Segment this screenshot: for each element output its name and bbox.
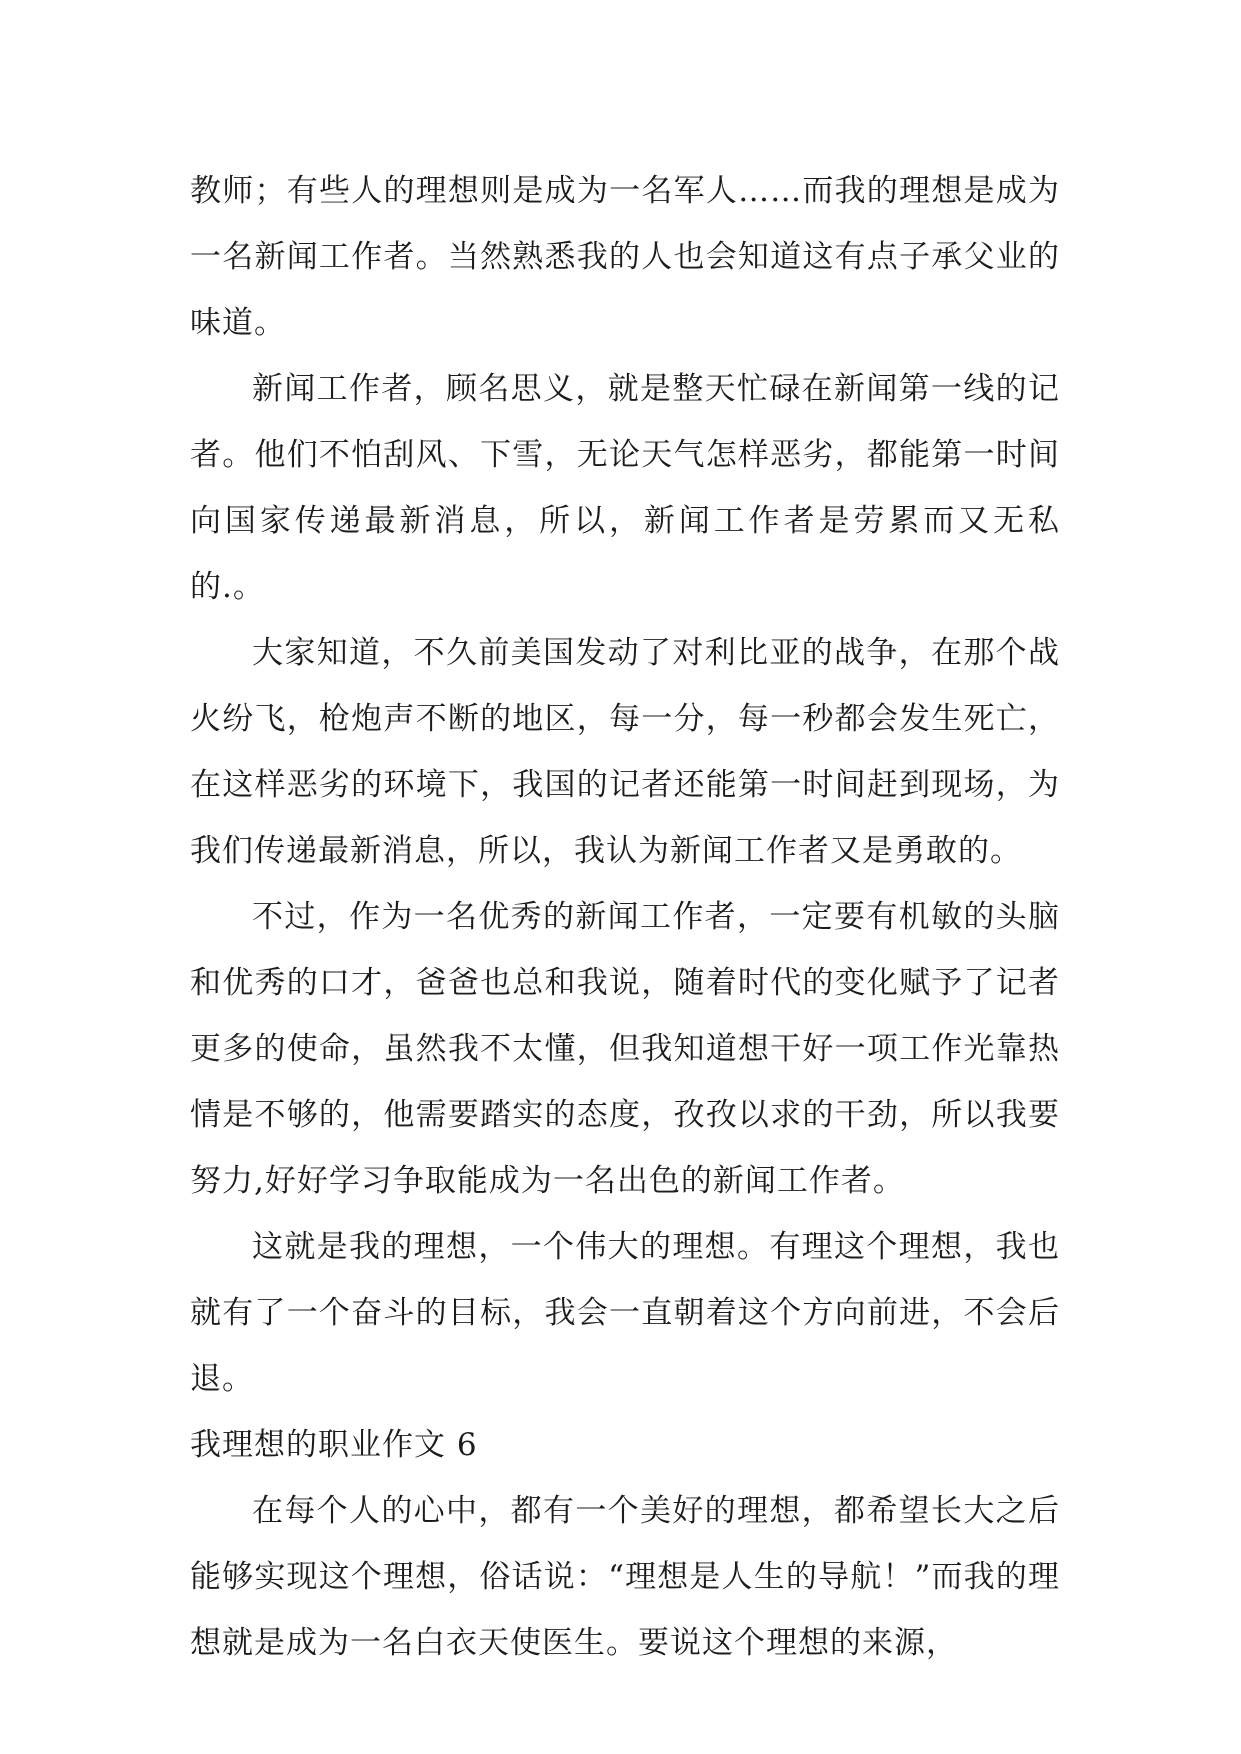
document-body [190, 158, 1060, 1676]
paragraph-conclusion: 这就是我的理想，一个伟大的理想。有理这个理想，我也就有了一个奋斗的目标，我会一直朝着这个方向前进，不会后退。 [190, 1229, 1060, 1397]
paragraph-journalist-definition: 新闻工作者，顾名思义，就是整天忙碌在新闻第一线的记者。他们不怕刮风、下雪，无论天气怎样恶劣，都能第一时间向国家传递最新消息，所以，新闻工作者是劳累而又无私的.。 [190, 371, 1060, 605]
paragraph-qualities: 不过，作为一名优秀的新闻工作者，一定要有机敏的头脑和优秀的口才，爸爸也总和我说，随着时代的变化赋予了记者更多的使命，虽然我不太懂，但我知道想干好一项工作光靠热情是不够的，他需要踏实的态度，孜孜以求的干劲，所以我要努力,好好学习争取能成为一名出色的新闻工作者。 [190, 899, 1060, 1199]
paragraph-doctor-ideal: 在每个人的心中，都有一个美好的理想，都希望长大之后能够实现这个理想，俗话说：“理想是人生的导航！”而我的理想就是成为一名白衣天使医生。要说这个理想的来源， [190, 1493, 1060, 1661]
paragraph-war-reporting: 大家知道，不久前美国发动了对利比亚的战争，在那个战火纷飞，枪炮声不断的地区，每一分，每一秒都会发生死亡，在这样恶劣的环境下，我国的记者还能第一时间赶到现场，为我们传递最新消息，所以，我认为新闻工作者又是勇敢的。 [190, 635, 1060, 869]
section-heading: 我理想的职业作文 6 [190, 1427, 478, 1463]
paragraph-continuation: 教师；有些人的理想则是成为一名军人……而我的理想是成为一名新闻工作者。当然熟悉我的人也会知道这有点子承父业的味道。 [190, 173, 1060, 341]
